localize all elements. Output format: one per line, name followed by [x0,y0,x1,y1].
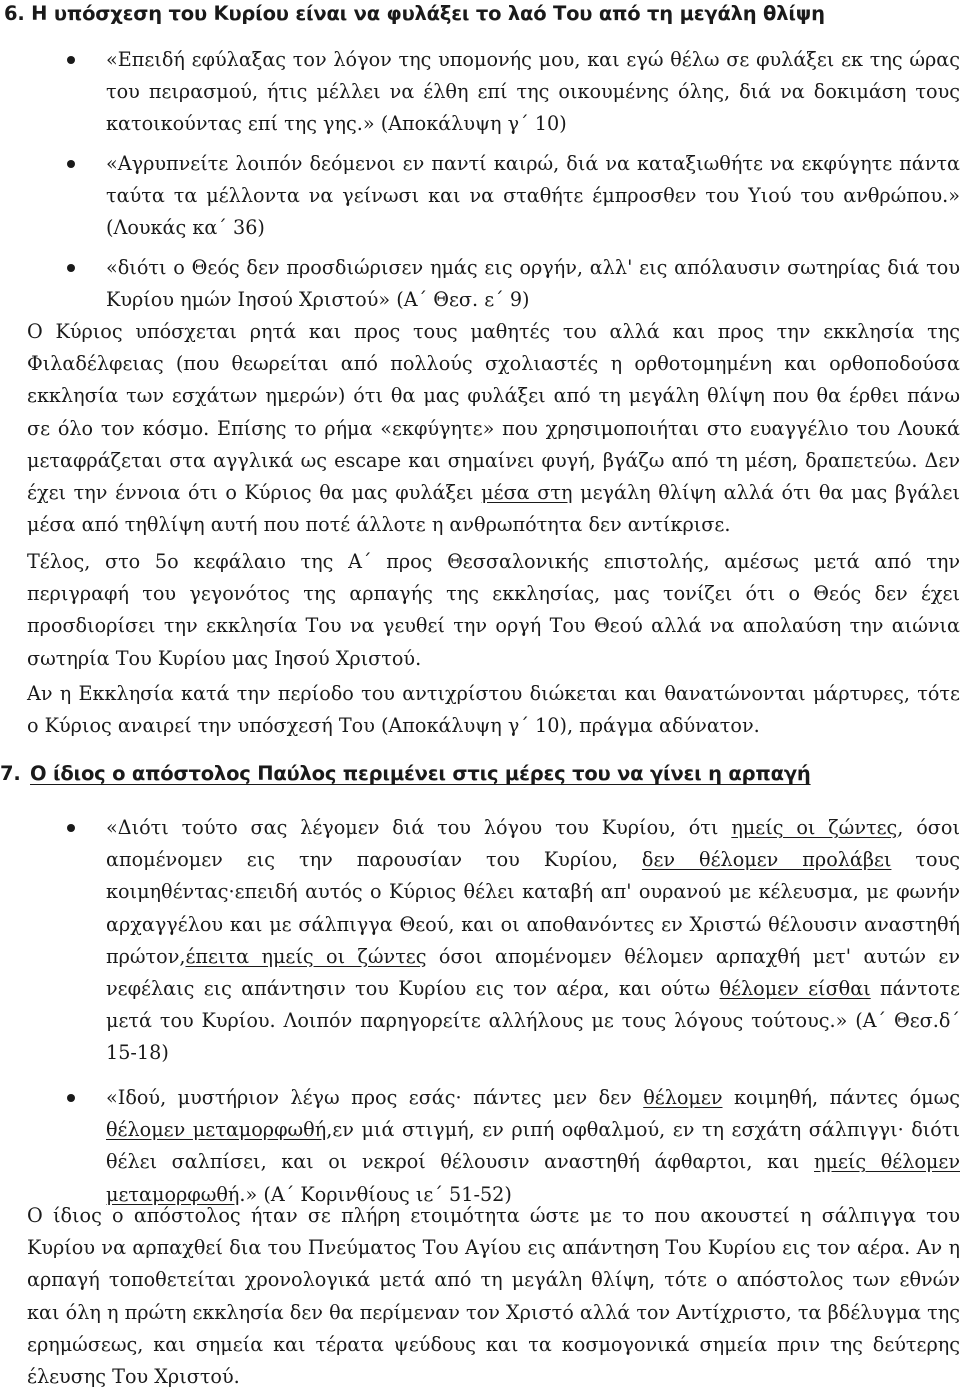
section-7-heading [0,762,811,785]
paragraph [27,316,960,541]
section-7-bullet-list [0,812,960,1210]
bullet-icon [67,56,75,64]
underlined-text: δεν θέλομεν προλάβει [641,848,892,872]
underlined-text: έπειτα ημείς οι ζώντες [185,944,427,968]
bullet-icon [67,160,75,168]
underlined-text: ημείς οι ζώντες [731,816,898,839]
quote-text: «διότι ο Θεός δεν προσδιώρισεν ημάς εις οργήν, αλλ' εις απόλαυσιν σωτηρίας διά του Κυρίου ημών Ιησού Χριστού» (Α΄ Θεσ. ε΄ 9) [106,256,960,312]
underlined-text: θέλομεν είσθαι [719,977,871,1001]
quote-text: «Αγρυπνείτε λοιπόν δεόμενοι εν παντί καιρώ, διά να καταξιωθήτε να εκφύγητε πάντα ταύτα τα μέλλοντα να γείνωσι και να σταθήτε έμπροσθεν του Υιού του ανθρώπου.» (Λουκάς κα΄ 36) [106,152,960,240]
list-item [0,812,960,1068]
underlined-text: θέλομεν [643,1086,723,1109]
quote-text: .» (Α΄ Κορινθίους ιε΄ 51-52) [239,1182,512,1206]
section-7-title: Ο ίδιος ο απόστολος Παύλος περιμένει στις μέρες του να γίνει η αρπαγή [30,762,811,785]
quote-text: «Ιδού, μυστήριον λέγω προς εσάς· πάντες μεν δεν [106,1086,644,1109]
quote-text: πάντοτε μετά του Κυρίου. Λοιπόν παρηγορείτε αλλήλους με τους λόγους τούτους.» (Α΄ Θεσ.δ΄ 15-18) [106,977,960,1065]
underlined-text: μέσα στη [481,481,573,505]
paragraph: Τέλος, στο 5ο κεφάλαιο της Α΄ προς Θεσσαλονικής επιστολής, αμέσως μετά από την περιγραφή του γεγονότος της αρπαγής της εκκλησίας, μας τονίζει ότι ο Θεός δεν έχει προσδιορίσει την εκκλησία Του να γευθεί την οργή Του Θεού αλλά να απολαύση την αιώνια σωτηρία Του Κυρίου μας Ιησού Χριστού. [27,550,960,670]
paragraph: Αν η Εκκλησία κατά την περίοδο του αντιχρίστου διώκεται και θανατώνονται μάρτυρες, τότε ο Κύριος αναιρεί την υπόσχεσή Του (Αποκάλυψη γ΄ 10), πράγμα αδύνατον. [27,682,960,738]
quote-text: ,εν μιά στιγμή, εν ριπή οφθαλμού, εν τη εσχάτη σάλπιγγι· διότι θέλει σαλπίσει, και οι νεκροί θέλουσιν αναστηθή άφθαρτοι, και [106,1118,960,1174]
quote-text: κοιμηθή, πάντες όμως [722,1086,960,1109]
bullet-icon [67,1094,75,1102]
section-6-heading: 6. Η υπόσχεση του Κυρίου είναι να φυλάξει το λαό Του από τη μεγάλη θλίψη [4,2,825,25]
quote-text: «Διότι τούτο σας λέγομεν διά του λόγου του Κυρίου, ότι [106,816,732,839]
list-item [0,44,960,140]
paragraph: Ο ίδιος ο απόστολος ήταν σε πλήρη ετοιμότητα ώστε με το που ακουστεί η σάλπιγγα του Κυρίου να αρπαχθεί δια του Πνεύματος Του Αγίου εις απάντηση Του Κυρίου εις τον αέρα. Αν η αρπαγή τοποθετείται χρονολογικά μετά από τη μεγάλη θλίψη, τότε ο απόστολος των εθνών και όλη η πρώτη εκκλησία δεν θα περίμεναν τον Χριστό αλλά τον Αντίχριστο, τα βδέλυγμα της ερημώσεως, και σημεία και τέρατα ψεύδους και τα κοσμογονικά σημεία πριν της δεύτερης έλευσης Του Χριστού. [27,1204,960,1389]
bullet-icon [67,824,75,832]
quote-text: , όσοι απομένομεν εις την παρουσίαν του Κυρίου, [106,816,960,872]
paragraph-text: Ο Κύριος υπόσχεται ρητά και προς τους μαθητές του αλλά και προς την εκκλησία της Φιλαδέλφειας (που θεωρείται από πολλούς σχολιαστές η ορθοτομημένη και ορθοποδούσα εκκλησία των εσχάτων ημερών) ότι θα μας φυλάξει από τη μεγάλη θλίψη που θα έρθει πάνω σε όλο τον κόσμο. Επίσης το ρήμα «εκφύγητε» που χρησιμοποιήται στο ευαγγέλιο του Λουκά μεταφράζεται στα αγγλικά ως escape και σημαίνει φυγή, βγάζω από τη μέση, δραπετεύω. Δεν έχει την έννοια ότι ο Κύριος θα μας φυλάξει [27,320,960,505]
list-item [0,252,960,316]
quote-text: τους κοιμηθέντας·επειδή αυτός ο Κύριος θέλει καταβή απ' ουρανού με κέλευσμα, με φωνήν αρχαγγέλου και με σάλπιγγα Θεού, και οι αποθανόντες εν Χριστώ θέλουσιν αναστηθή πρώτον, [106,848,960,968]
underlined-text: θέλομεν μεταμορφωθή [106,1118,327,1142]
list-item [0,148,960,244]
list-item [0,1082,960,1210]
quote-text: «Επειδή εφύλαξας τον λόγον της υπομονής μου, και εγώ θέλω σε φυλάξει εκ της ώρας του πειρασμού, ήτις μέλλει να έλθη επί της οικουμένης όλης, διά να δοκιμάση τους κατοικούντας επί της γης.» (Αποκάλυψη γ΄ 10) [106,48,960,136]
underlined-text: ημείς θέλομεν μεταμορφωθή [106,1150,960,1206]
section-number: 7. [0,762,21,785]
quote-text: όσοι απομένομεν θέλομεν αρπαχθή μετ' αυτών εν νεφέλαις εις απάντησιν του Κυρίου εις τον αέρα, και ούτω [106,944,960,1001]
section-6-bullet-list [0,44,960,316]
bullet-icon [67,264,75,272]
paragraph-text: μεγάλη θλίψη αλλά ότι θα μας βγάλει μέσα από τηθλίψη αυτή που ποτέ άλλοτε η ανθρωπότητα δεν αντίκρισε. [27,481,960,537]
